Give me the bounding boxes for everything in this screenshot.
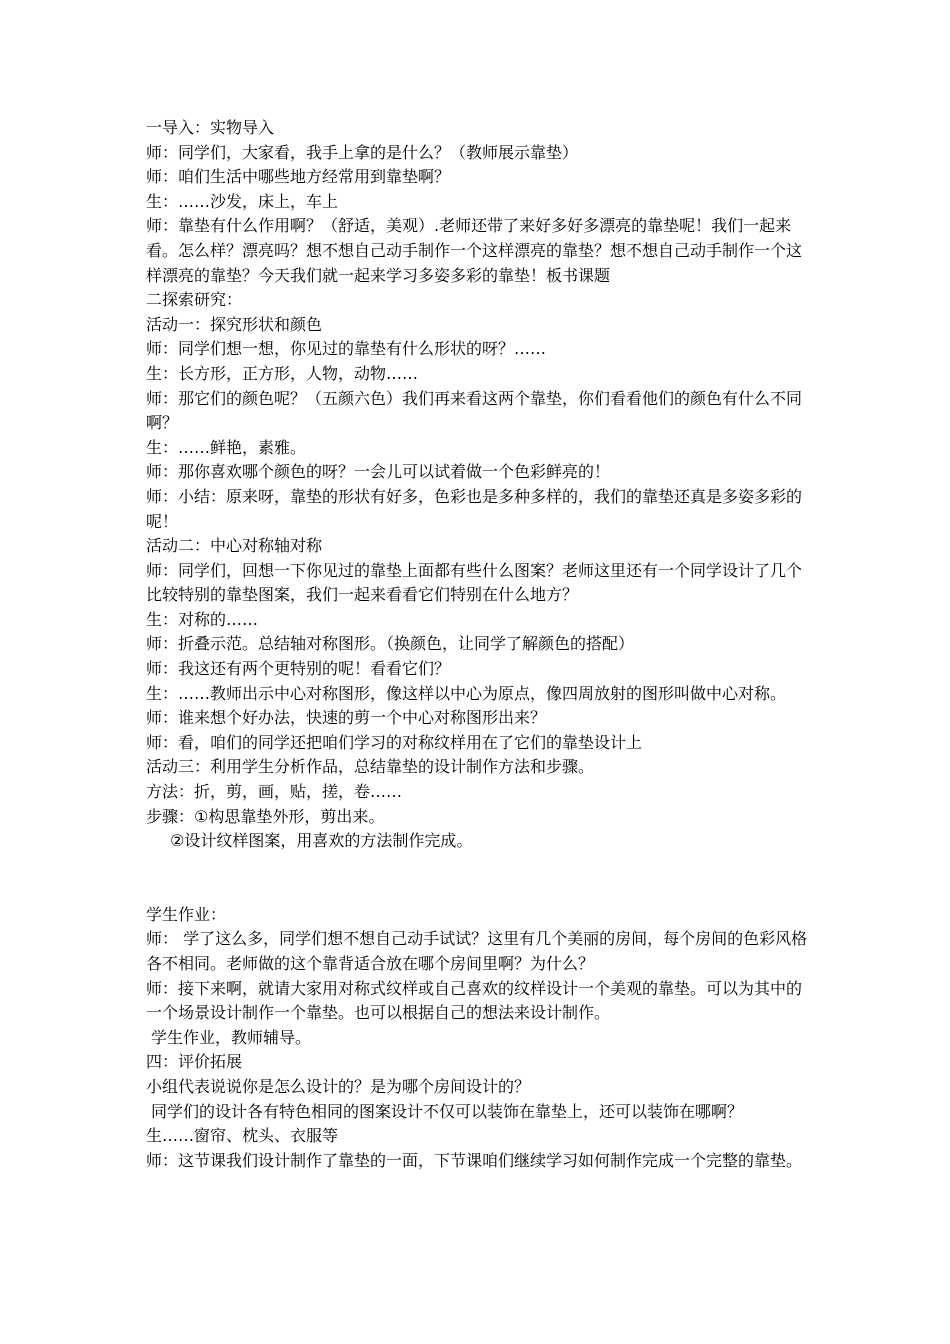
paragraph: 小组代表说说你是怎么设计的？是为哪个房间设计的？: [146, 1076, 531, 1096]
lesson-plan-text: [146, 116, 812, 1173]
paragraph: 师：那你喜欢哪个颜色的呀？一会儿可以试着做一个色彩鲜亮的！: [146, 462, 611, 482]
paragraph: 方法：折，剪，画，贴，搓，卷……: [146, 782, 403, 802]
step-two: ②设计纹样图案，用喜欢的方法制作完成。: [170, 831, 473, 851]
section-heading-intro: 一导入：实物导入: [146, 118, 275, 137]
paragraph: 师：同学们想一想，你见过的靠垫有什么形状的呀？……: [146, 339, 547, 359]
paragraph: 生：……教师出示中心对称图形，像这样以中心为原点，像四周放射的图形叫做中心对称。: [146, 683, 787, 703]
paragraph: 师：看，咱们的同学还把咱们学习的对称纹样用在了它们的靠垫设计上: [146, 732, 643, 752]
paragraph: 师：那它们的颜色呢？（五颜六色）我们再来看这两个靠垫，你们看看他们的颜色有什么不同啊？: [146, 388, 803, 433]
blank-space: [146, 854, 812, 903]
paragraph: 生：……鲜艳，素雅。: [146, 437, 307, 457]
paragraph: 师：谁来想个好办法，快速的剪一个中心对称图形出来？: [146, 708, 547, 728]
paragraph: 生：长方形，正方形，人物，动物……: [146, 363, 419, 383]
paragraph: 师：同学们，回想一下你见过的靠垫上面都有些什么图案？老师这里还有一个同学设计了几个比较特别的靠垫图案，我们一起来看看它们特别在什么地方？: [146, 560, 803, 605]
paragraph: 师：小结：原来呀，靠垫的形状有好多，色彩也是多种多样的，我们的靠垫还真是多姿多彩的呢！: [146, 486, 803, 531]
paragraph: 师：同学们，大家看，我手上拿的是什么？（教师展示靠垫）: [146, 142, 579, 162]
paragraph: 师：靠垫有什么作用啊？（舒适，美观）.老师还带了来好多好多漂亮的靠垫呢！我们一起来看。怎么样？漂亮吗？想不想自己动手制作一个这样漂亮的靠垫？想不想自己动手制作一个这样漂亮的靠垫？今天我们就一起来学习多姿多彩的靠垫！板书课题: [146, 216, 803, 285]
activity-heading: 活动二：中心对称轴对称: [146, 536, 323, 556]
paragraph: 生……窗帘、枕头、衣服等: [146, 1126, 339, 1146]
section-heading-homework: 学生作业：: [146, 904, 227, 924]
paragraph: 生：对称的……: [146, 609, 259, 629]
paragraph: 师：咱们生活中哪些地方经常用到靠垫啊？: [146, 167, 451, 187]
section-heading-explore: 二探索研究：: [146, 290, 243, 310]
paragraph: 师：折叠示范。总结轴对称图形。（换颜色，让同学了解颜色的搭配）: [146, 634, 635, 654]
activity-heading: 活动一：探究形状和颜色: [146, 314, 323, 334]
paragraph: 学生作业，教师辅导。: [151, 1027, 312, 1047]
activity-heading: 活动三：利用学生分析作品，总结靠垫的设计制作方法和步骤。: [146, 757, 595, 777]
section-heading-evaluation: 四：评价拓展: [146, 1052, 243, 1072]
paragraph: 同学们的设计各有特色相同的图案设计不仅可以装饰在靠垫上，还可以装饰在哪啊？: [151, 1101, 744, 1121]
paragraph: 师：接下来啊，就请大家用对称式纹样或自己喜欢的纹样设计一个美观的靠垫。可以为其中的一个场景设计制作一个靠垫。也可以根据自己的想法来设计制作。: [146, 978, 803, 1023]
paragraph: 师：这节课我们设计制作了靠垫的一面，下节课咱们继续学习如何制作完成一个完整的靠垫。: [146, 1150, 803, 1170]
paragraph: 师： 学了这么多，同学们想不想自己动手试试？这里有几个美丽的房间，每个房间的色彩风格各不相同。老师做的这个靠背适合放在哪个房间里啊？为什么？: [146, 929, 808, 973]
paragraph: 师：我这还有两个更特别的呢！看看它们？: [146, 659, 451, 679]
paragraph: 步骤：①构思靠垫外形，剪出来。: [146, 806, 385, 826]
paragraph: 生：……沙发，床上，车上: [146, 191, 339, 211]
